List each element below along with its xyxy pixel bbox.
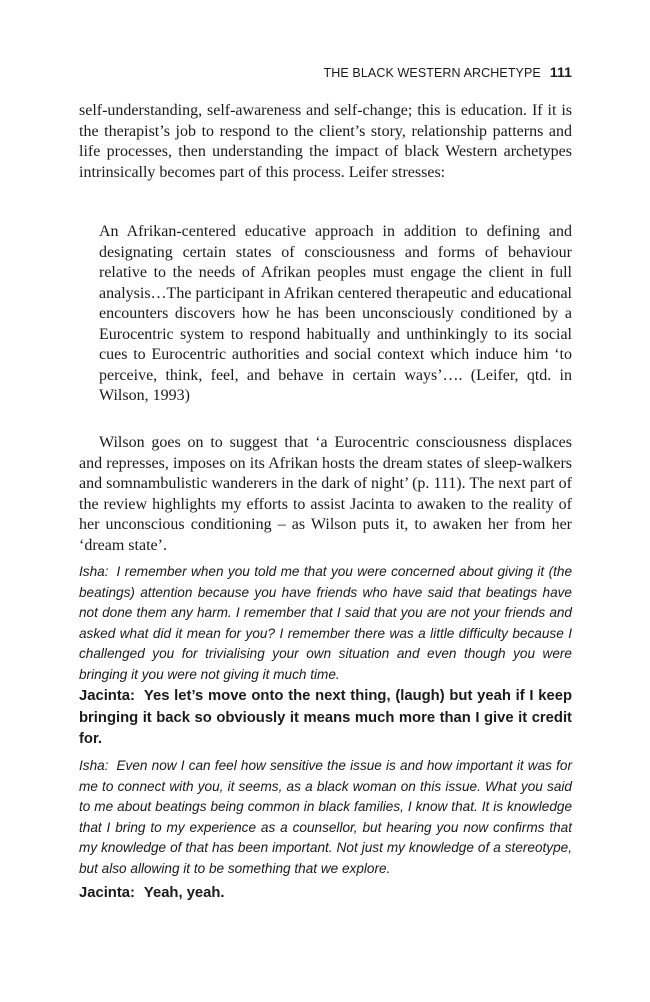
dialogue-text: I remember when you told me that you were concerned about giving it (the beatings) attention because you have friends who have said that beatings have not done them any harm. I remember that I said that you are not your friends and asked what did it mean for you? I remember there was a little difficulty because I challenged you for trivialising your own situation and even though you were bringing it you were not giving it much time.: [79, 564, 572, 682]
dialogue-turn-jacinta: [79, 686, 572, 751]
speaker-label: Isha:: [79, 758, 109, 773]
body-paragraph: self-understanding, self-awareness and self-change; this is education. If it is the therapist’s job to respond to the client’s story, relationship patterns and life processes, then understanding the impact of black Western archetypes intrinsically becomes part of this process. Leifer stresses:: [79, 102, 572, 181]
block-quote: An Afrikan-centered educative approach in addition to defining and designating certain states of consciousness and forms of behaviour relative to the needs of Afrikan peoples must engage the client in full analysis…The participant in Afrikan centered therapeutic and educational encounters discovers how he has been unconsciously conditioned by a Eurocentric system to respond habitually and unthinkingly to its social cues to Eurocentric authorities and social context which induce him ‘to perceive, think, feel, and behave in certain ways’…. (Leifer, qtd. in Wilson, 1993): [99, 223, 572, 404]
running-head-title: THE BLACK WESTERN ARCHETYPE: [323, 66, 541, 80]
speaker-label: Jacinta:: [79, 688, 135, 704]
dialogue-turn-isha: [79, 756, 572, 879]
page-number: 111: [549, 64, 572, 80]
dialogue-turn-jacinta: [79, 883, 572, 905]
speaker-label: Jacinta:: [79, 885, 135, 901]
dialogue-text: Yes let’s move onto the next thing, (laugh) but yeah if I keep bringing it back so obviously it means much more than I give it credit for.: [79, 688, 572, 747]
body-paragraph: Wilson goes on to suggest that ‘a Eurocentric consciousness displaces and represses, imposes on its Afrikan hosts the dream states of sleep-walkers and somnambulistic wanderers in the dark of night’ (p. 111). The next part of the review highlights my efforts to assist Jacinta to awaken to the reality of her unconscious conditioning – as Wilson puts it, to awaken her from her ‘dream state’.: [79, 434, 572, 554]
dialogue-text: Yeah, yeah.: [143, 885, 225, 901]
dialogue-text: Even now I can feel how sensitive the issue is and how important it was for me to connect with you, it seems, as a black woman on this issue. What you said to me about beatings being common in black families, I know that. It is knowledge that I bring to my experience as a counsellor, but hearing you now confirms that my knowledge of that has been important. Not just my knowledge of a stereotype, but also allowing it to be something that we explore.: [79, 758, 572, 876]
dialogue-turn-isha: [79, 562, 572, 685]
running-head: [79, 64, 572, 80]
speaker-label: Isha:: [79, 564, 109, 579]
